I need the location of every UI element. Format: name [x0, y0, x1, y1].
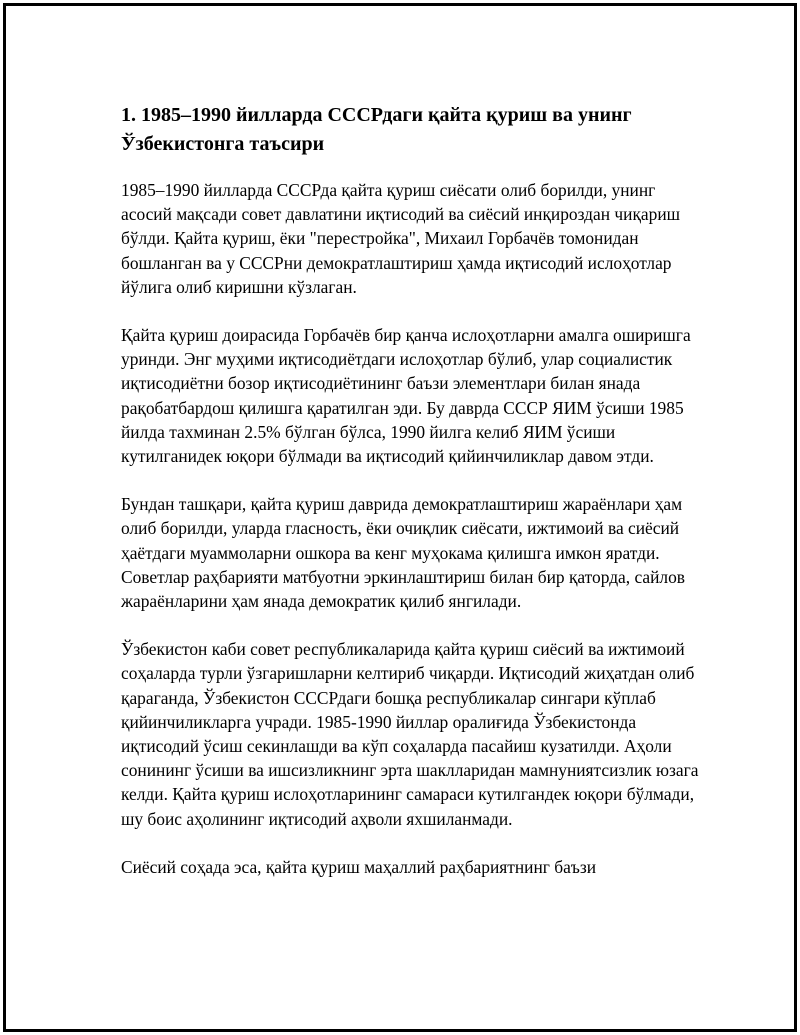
document-body — [121, 101, 701, 903]
section-heading: 1. 1985–1990 йилларда СССРдаги қайта қуриш ва унинг Ўзбекистонга таъсири — [121, 104, 632, 155]
paragraph-3: Бундан ташқари, қайта қуриш даврида демократлаштириш жараёнлари ҳам олиб борилди, уларда гласность, ёки очиқлик сиёсати, ижтимоий ва сиёсий ҳаётдаги муаммоларни ошкора ва кенг муҳокама қилишга имкон яратди. Советлар раҳбарияти матбуотни эркинлаштириш билан бир қаторда, сайлов жараёнларини ҳам янада демократик қилиб янгилади. — [121, 494, 686, 612]
paragraph-5: Сиёсий соҳада эса, қайта қуриш маҳаллий раҳбариятнинг баъзи — [121, 856, 596, 877]
paragraph-4: Ўзбекистон каби совет республикаларида қайта қуриш сиёсий ва ижтимоий соҳаларда турли ўзгаришларни келтириб чиқарди. Иқтисодий жиҳатдан олиб қараганда, Ўзбекистон СССРдаги бошқа республикалар сингари кўплаб қийинчиликларга учради. 1985-1990 йиллар оралиғида Ўзбекистонда иқтисодий ўсиш секинлашди ва кўп соҳаларда пасайиш кузатилди. Аҳоли сонининг ўсиши ва ишсизликнинг эрта шаклларидан мамнуниятсизлик юзага келди. Қайта қуриш ислоҳотларининг самараси кутилгандек юқори бўлмади, шу боис аҳолининг иқтисодий аҳволи яхшиланмади. — [121, 639, 699, 829]
paragraph-2: Қайта қуриш доирасида Горбачёв бир қанча ислоҳотларни амалга оширишга уринди. Энг муҳими иқтисодиётдаги ислоҳотлар бўлиб, улар социалистик иқтисодиётни бозор иқтисодиётининг баъзи элементлари билан янада рақобатбардош қилишга қаратилган эди. Бу даврда СССР ЯИМ ўсиши 1985 йилда тахминан 2.5% бўлган бўлса, 1990 йилга келиб ЯИМ ўсиши кутилганидек юқори бўлмади ва иқтисодий қийинчиликлар давом этди. — [121, 325, 691, 467]
paragraph-1: 1985–1990 йилларда СССРда қайта қуриш сиёсати олиб борилди, унинг асосий мақсади совет давлатини иқтисодий ва сиёсий инқироздан чиқариш бўлди. Қайта қуриш, ёки "перестройка", Михаил Горбачёв томонидан бошланган ва у СССРни демократлаштириш ҳамда иқтисодий ислоҳотлар йўлига олиб киришни кўзлаган. — [121, 180, 681, 297]
page-frame — [3, 3, 797, 1032]
